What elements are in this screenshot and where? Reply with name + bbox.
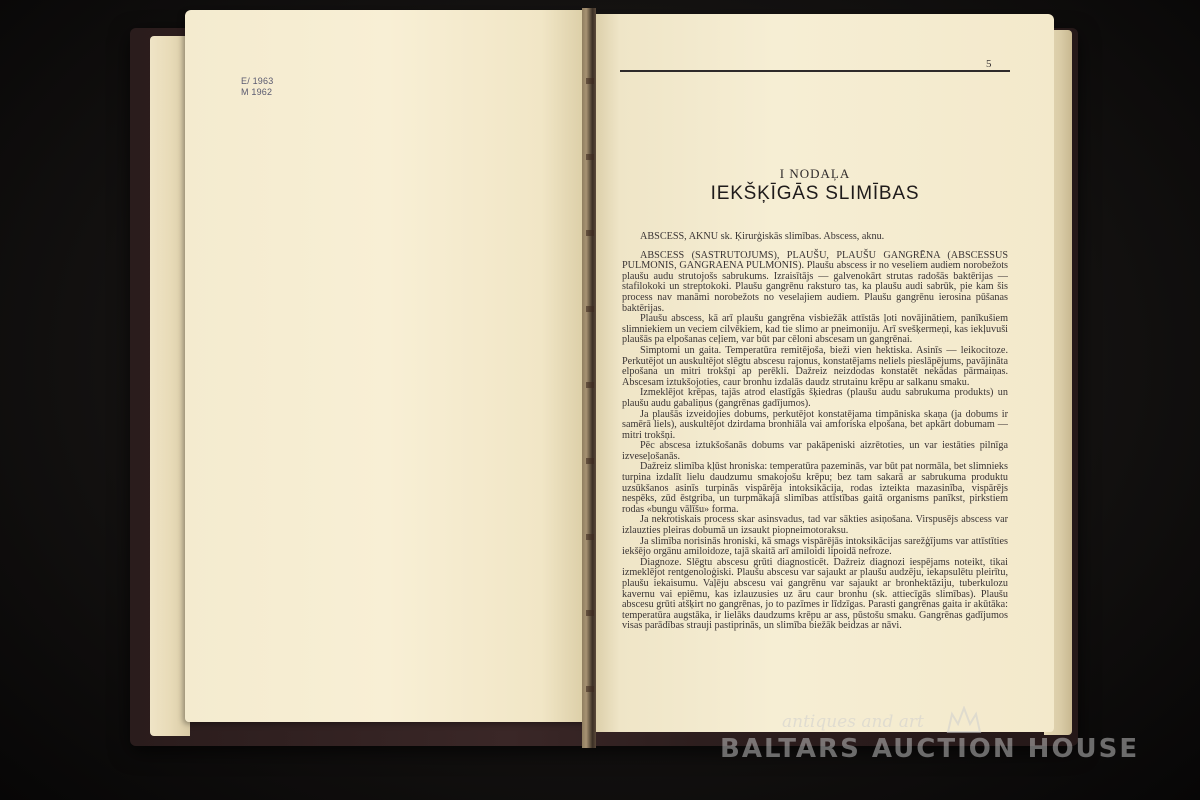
watermark-script: antiques and art: [782, 712, 924, 732]
paragraph: ABSCESS (SASTRUTOJUMS), PLAUŠU, PLAUŠU GANGRĒNA (ABSCESSUS PULMONIS, GANGRAENA PULMONIS). Plaušu abscess ir no veseliem audiem norobežots plaušu audu strutojošs sabrukums. Izraisītājs — galvenokārt strutas radošās baktērijas — stafilokoki un streptokoki. Plaušu gangrēnu raksturo tas, ka plaušu audi sabrūk, pie kam šis process nav manāmi norobežots no veselajiem audiem. Plaušu gangrēnu ierosina pūšanas baktērijas.: [622, 249, 1008, 314]
paragraph: ABSCESS, AKNU sk. Ķirurģiskās slimības. Abscess, aknu.: [640, 231, 885, 242]
paragraph: Ja nekrotiskais process skar asinsvadus, tad var sākties asiņošana. Virspusējs abscess var izlauzties pleiras dobumā un izsaukt piopneimotoraksu.: [622, 514, 1008, 537]
watermark-main: BALTARS AUCTION HOUSE: [720, 734, 1140, 764]
section-title: IEKŠĶĪGĀS SLIMĪBAS: [710, 183, 920, 204]
paragraph: Plaušu abscess, kā arī plaušu gangrēna visbiežāk attīstās ļoti novājinātiem, panīkušiem slimniekiem un veciem cilvēkiem, kad tie slimo ar pneimoniju. Arī svešķermeņi, kas iekļuvuši plaušās pa elpošanas ceļiem, var būt par cēloni abscesam un gangrēnai.: [622, 313, 1008, 346]
paragraph: Ja slimība norisinās hroniski, kā smags vispārējās intoksikācijas sarežģījums var attīstīties iekšējo orgānu amiloidoze, tajā skaitā arī amiloidi lipoidā nefroze.: [622, 535, 1008, 558]
paragraph: Ja plaušās izveidojies dobums, perkutējot konstatējama timpāniska skaņa (ja dobums ir samērā liels), auskultējot dzirdama bronhiāla vai amforiska elpošana, bet apkārt dobumam — mitri trokšņi.: [622, 408, 1008, 441]
paragraph: Simptomi un gaita. Temperatūra remitējoša, bieži vien hektiska. Asinīs — leikocitoze. Perkutējot un auskultējot slēgtu abscesu rajonus, konstatējams neliels pieslāpējums, pavājināta elpošana un mitri trokšņi ap perēkli. Dažreiz neizdodas konstatēt nekādas pārmaiņas. Abscesam iztukšojoties, caur bronhu izdalās daudz strutainu krēpu ar salkanu smaku.: [622, 344, 1008, 388]
auction-watermark: [720, 706, 1140, 776]
binding-thread: [586, 8, 594, 748]
shelfmark-line-1: E/ 1963: [241, 76, 274, 86]
paragraph: Pēc abscesa iztukšošanās dobums var pakāpeniski aizrētoties, un var iestāties pilnīga izveseļošanās.: [622, 440, 1008, 462]
shelfmark-line-2: M 1962: [241, 87, 273, 97]
crown-icon: [946, 706, 982, 736]
paragraph: Dažreiz slimība kļūst hroniska: temperatūra pazeminās, var būt pat normāla, bet slimnieks turpina izdalīt lielu daudzumu smakojošu krēpu; bez tam sakarā ar sabrukuma produktu uzsūkšanos asinīs turpinās vispārēja intoksikācija, rodas izteikta mazasinība, vispārējs nespēks, zūd ēstgriba, un turpmākajā slimības attīstības gaitā organisms panīkst, pirkstiem rodas «bungu vālīšu» forma.: [622, 461, 1008, 515]
page-block-left-edge: [150, 36, 190, 736]
header-rule: [620, 70, 1010, 72]
body-text: [622, 232, 1008, 632]
paragraph: Izmeklējot krēpas, tajās atrod elastīgās šķiedras (plaušu audu sabrukuma produkts) un plaušu audu gabaliņus (gangrēnas gadījumos).: [622, 387, 1008, 409]
left-page: [185, 10, 590, 722]
chapter-heading: I NODAĻA: [779, 166, 851, 181]
paragraph: Diagnoze. Slēgtu abscesu grūti diagnosticēt. Dažreiz diagnozi iespējams noteikt, tikai izmeklējot rentgenoloģiski. Plaušu abscesu var sajaukt ar plaušu audzēju, iekapsulētu pleirītu, plaušu iekaisumu. Vaļēju abscesu vai gangrēnu var sajaukt ar bronhektāziju, tuberkulozu kavernu vai epiēmu, kas izlauzusies uz āru caur bronhu (sk. attiecīgās slimības). Plaušu abscesu grūti atšķirt no gangrēnas, jo to pazīmes ir līdzīgas. Parasti gangrēnas gaita ir akūtāka: temperatūra augstāka, ir lielāks daudzums krēpu ar ass, pūstošu smaku. Gangrēnas gadījumos visas parādības strauji pastiprinās, un slimība biežāk beidzas ar nāvi.: [622, 556, 1008, 632]
page-number: 5: [986, 58, 992, 70]
shelfmark-stamp: [241, 76, 273, 98]
